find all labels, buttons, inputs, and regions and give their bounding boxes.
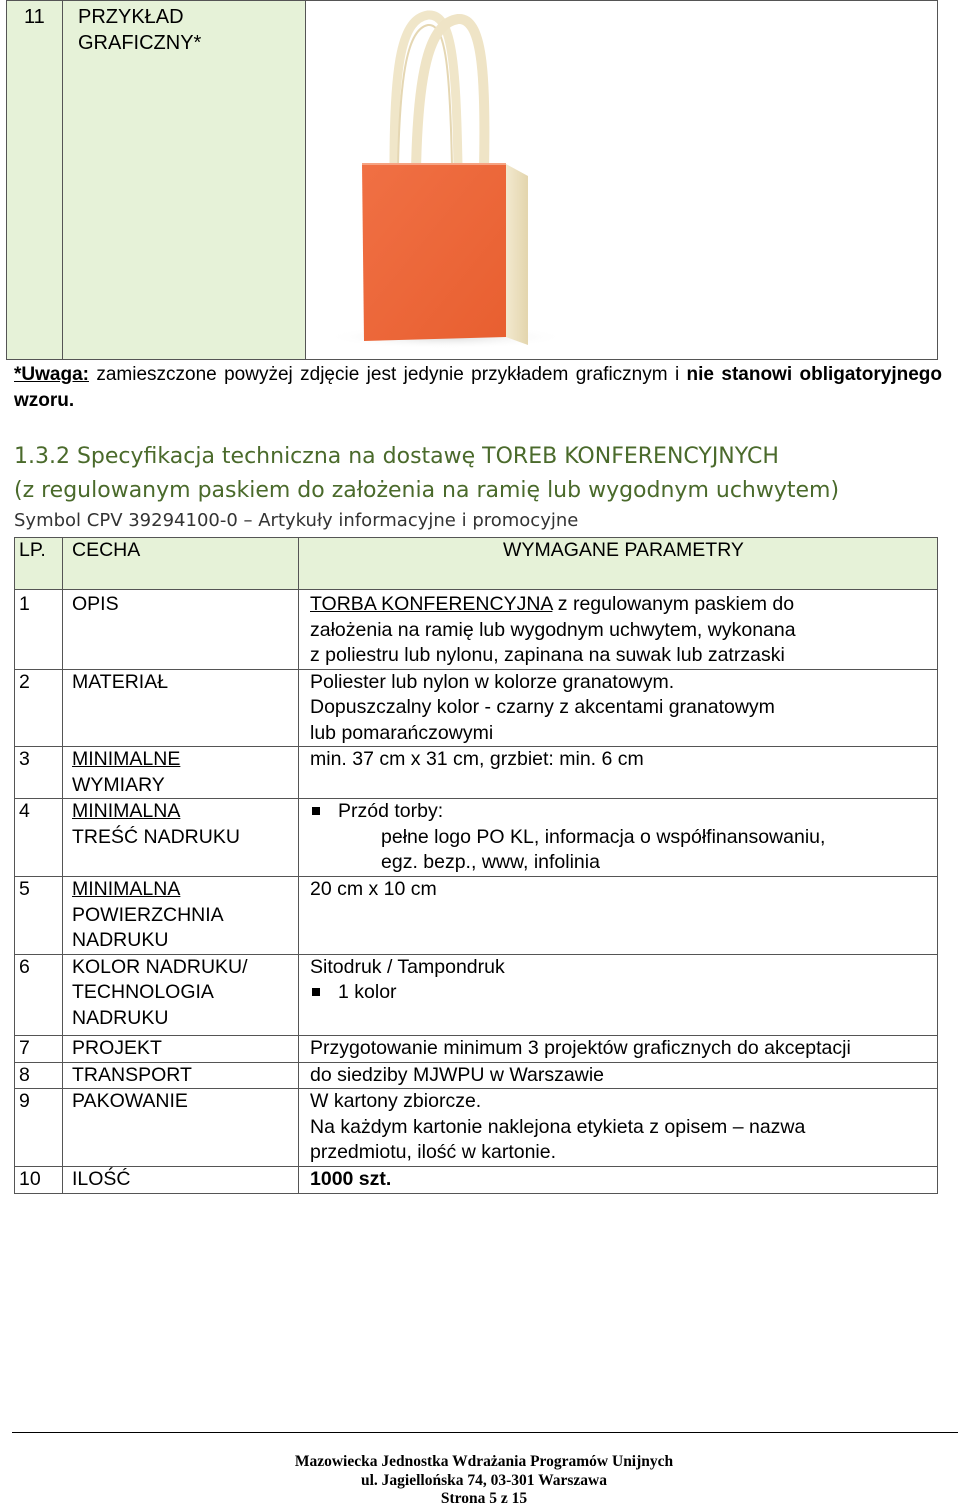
footer-divider — [12, 1432, 958, 1433]
disclaimer-note — [14, 362, 942, 414]
row-feature-line: KOLOR NADRUKU/ — [72, 955, 248, 978]
table-row — [15, 590, 938, 670]
table-row — [15, 799, 938, 877]
row-value-line: Przód torby: — [338, 800, 444, 822]
header-params: WYMAGANE PARAMETRY — [299, 538, 938, 590]
row-nr: 10 — [15, 1166, 63, 1193]
row-name-cell — [63, 1, 306, 359]
table-row — [15, 747, 938, 799]
section-heading-line1: 1.3.2 Specyfikacja techniczna na dostawę TOREB KONFERENCYJNYCH — [14, 444, 779, 469]
section-heading — [14, 440, 839, 508]
row-feature: PROJEKT — [63, 1035, 299, 1062]
row-feature — [63, 954, 299, 1035]
row-value-line: Sitodruk / Tampondruk — [310, 955, 505, 978]
row-value: Przygotowanie minimum 3 projektów graficznych do akceptacji — [299, 1035, 938, 1062]
spec-table — [14, 537, 938, 1194]
row-feature-line: MINIMALNE — [72, 748, 181, 770]
table-row — [15, 877, 938, 955]
header-lp: LP. — [15, 538, 63, 590]
row-nr: 3 — [15, 747, 63, 799]
example-table — [6, 0, 938, 360]
section-heading-line2: (z regulowanym paskiem do założenia na ramię lub wygodnym uchwytem) — [14, 478, 840, 503]
row-feature-line: POWIERZCHNIA — [72, 903, 224, 926]
row-value — [299, 954, 938, 1035]
table-row — [15, 669, 938, 747]
row-feature-line: TREŚĆ NADRUKU — [72, 825, 240, 848]
row-feature-line: NADRUKU — [72, 929, 169, 951]
product-name: TORBA KONFERENCYJNA — [310, 593, 553, 615]
row-value: do siedziby MJWPU w Warszawie — [299, 1062, 938, 1089]
tote-bag-image — [306, 1, 937, 357]
row-value-line: lub pomarańczowymi — [310, 721, 494, 744]
row-name-line2: GRAFICZNY* — [78, 32, 202, 54]
row-nr: 9 — [15, 1089, 63, 1167]
cpv-symbol: Symbol CPV 39294100-0 – Artykuły informacyjne i promocyjne — [14, 510, 579, 531]
row-feature: OPIS — [63, 590, 299, 670]
row-value-line: przedmiotu, ilość w kartonie. — [310, 1141, 557, 1163]
row-value-line: założenia na ramię lub wygodnym uchwytem, wykonana — [310, 618, 796, 641]
row-number-cell — [7, 1, 63, 359]
footer-organization: Mazowiecka Jednostka Wdrażania Programów Unijnych — [294, 1453, 674, 1470]
row-value — [299, 590, 938, 670]
row-value-line: Na każdym kartonie naklejona etykieta z opisem – nazwa — [310, 1115, 806, 1138]
row-value-line: z poliestru lub nylonu, zapinana na suwak lub zatrzaski — [310, 644, 785, 666]
row-value — [299, 669, 938, 747]
row-feature-line: MINIMALNA — [72, 878, 181, 900]
row-nr: 1 — [15, 590, 63, 670]
row-value: min. 37 cm x 31 cm, grzbiet: min. 6 cm — [299, 747, 938, 799]
row-nr: 5 — [15, 877, 63, 955]
row-feature-line: WYMIARY — [72, 773, 165, 796]
row-feature — [63, 877, 299, 955]
table-row — [15, 1062, 938, 1089]
page-number: Strona 5 z 15 — [440, 1490, 528, 1507]
row-value-line: 1 kolor — [338, 981, 397, 1003]
row-feature: ILOŚĆ — [63, 1166, 299, 1193]
row-value: 1000 szt. — [299, 1166, 938, 1193]
row-nr: 7 — [15, 1035, 63, 1062]
row-feature-line: TECHNOLOGIA — [72, 981, 214, 1003]
note-bold-text: nie stanowi obligatoryjnego wzoru. — [14, 364, 942, 411]
row-number: 11 — [24, 6, 45, 28]
note-label: *Uwaga: — [14, 364, 89, 385]
row-nr: 8 — [15, 1062, 63, 1089]
row-value — [299, 799, 938, 877]
note-text: zamieszczone powyżej zdjęcie jest jedynie przykładem graficznym i — [88, 364, 687, 385]
row-feature: PAKOWANIE — [63, 1089, 299, 1167]
row-feature-line: MINIMALNA — [72, 800, 181, 822]
row-value-line: Dopuszczalny kolor - czarny z akcentami granatowym — [310, 696, 775, 718]
row-value-line: egz. bezp., www, infolinia — [381, 851, 600, 873]
row-feature: MATERIAŁ — [63, 669, 299, 747]
table-row — [15, 1089, 938, 1167]
row-nr: 4 — [15, 799, 63, 877]
bag-image-cell — [306, 1, 937, 359]
footer-address: ul. Jagiellońska 74, 03-301 Warszawa — [360, 1472, 607, 1489]
row-feature: TRANSPORT — [63, 1062, 299, 1089]
table-row — [15, 1166, 938, 1193]
row-nr: 6 — [15, 954, 63, 1035]
row-feature — [63, 799, 299, 877]
bullet-icon — [312, 988, 320, 996]
row-value-text: z regulowanym paskiem do — [552, 593, 795, 615]
row-feature — [63, 747, 299, 799]
row-feature-line: NADRUKU — [72, 1006, 169, 1029]
row-value: 20 cm x 10 cm — [299, 877, 938, 955]
header-cecha: CECHA — [63, 538, 299, 590]
row-value — [299, 1089, 938, 1167]
spec-table-header — [15, 538, 938, 590]
row-nr: 2 — [15, 669, 63, 747]
row-value-line: W kartony zbiorcze. — [310, 1090, 482, 1112]
row-name-line1: PRZYKŁAD — [78, 6, 184, 28]
row-value-line: pełne logo PO KL, informacja o współfinansowaniu, — [381, 825, 826, 848]
row-value-line: Poliester lub nylon w kolorze granatowym. — [310, 670, 675, 693]
bullet-icon — [312, 807, 320, 815]
table-row — [15, 954, 938, 1035]
table-row — [15, 1035, 938, 1062]
